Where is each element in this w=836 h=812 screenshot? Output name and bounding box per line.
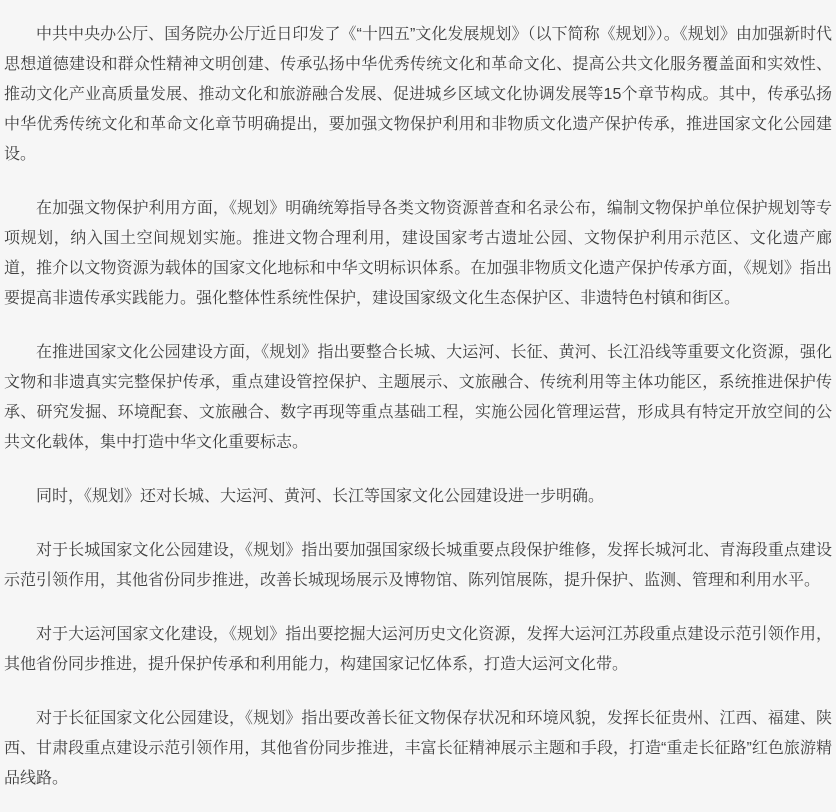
paragraph-intro: 中共中央办公厅、国务院办公厅近日印发了《“十四五”文化发展规划》（以下简称《规划》）。《规划》由加强新时代思想道德建设和群众性精神文明创建、传承弘扬中华优秀传统文化和革命文化、提高公共文化服务覆盖面和实效性、推动文化产业高质量发展、推动文化和旅游融合发展、促进城乡区域文化协调发展等15个章节构成。其中，传承弘扬中华优秀传统文化和革命文化章节明确提出，要加强文物保护利用和非物质文化遗产保护传承，推进国家文化公园建设。	[4, 26, 832, 163]
paragraph-long-march-park: 对于长征国家文化公园建设，《规划》指出要改善长征文物保存状况和环境风貌，发挥长征贵州、江西、福建、陕西、甘肃段重点建设示范引领作用，其他省份同步推进，丰富长征精神展示主题和手段，打造“重走长征路”红色旅游精品线路。	[4, 710, 832, 787]
paragraph-great-wall-park: 对于长城国家文化公园建设，《规划》指出要加强国家级长城重要点段保护维修，发挥长城河北、青海段重点建设示范引领作用，其他省份同步推进，改善长城现场展示及博物馆、陈列馆展陈，提升保护、监测、管理和利用水平。	[4, 542, 832, 589]
paragraph-plan-clarification: 同时，《规划》还对长城、大运河、黄河、长江等国家文化公园建设进一步明确。	[36, 488, 605, 505]
paragraph-cultural-relics-protection: 在加强文物保护利用方面，《规划》明确统筹指导各类文物资源普查和名录公布，编制文物保护单位保护规划等专项规划，纳入国土空间规划实施。推进文物合理利用，建设国家考古遗址公园、文物保护利用示范区、文化遗产廊道，推介以文物资源为载体的国家文化地标和中华文明标识体系。在加强非物质文化遗产保护传承方面，《规划》指出要提高非遗传承实践能力。强化整体性系统性保护，建设国家级文化生态保护区、非遗特色村镇和街区。	[4, 200, 832, 307]
paragraph-grand-canal-park: 对于大运河国家文化建设，《规划》指出要挖掘大运河历史文化资源，发挥大运河江苏段重点建设示范引领作用，其他省份同步推进，提升保护传承和利用能力，构建国家记忆体系，打造大运河文化带。	[4, 626, 832, 673]
paragraph-national-culture-parks: 在推进国家文化公园建设方面，《规划》指出要整合长城、大运河、长征、黄河、长江沿线等重要文化资源，强化文物和非遗真实完整保护传承，重点建设管控保护、主题展示、文旅融合、传统利用等主体功能区，系统推进保护传承、研究发掘、环境配套、文旅融合、数字再现等重点基础工程，实施公园化管理运营，形成具有特定开放空间的公共文化载体，集中打造中华文化重要标志。	[4, 344, 832, 451]
